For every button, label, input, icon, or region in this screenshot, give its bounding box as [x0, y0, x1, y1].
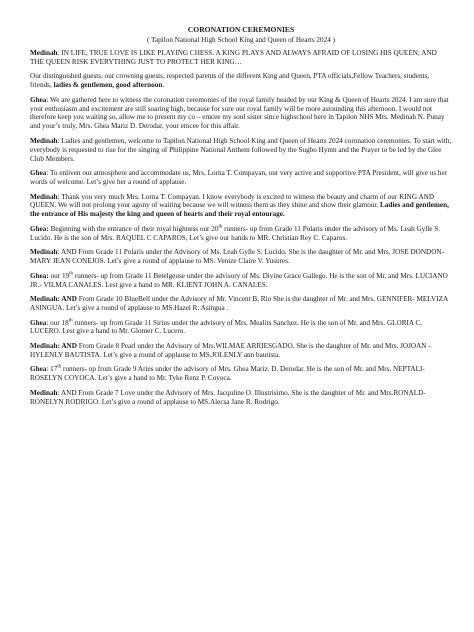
speaker-name: Medinah	[30, 192, 58, 201]
script-paragraph	[30, 389, 452, 407]
paragraph-text-continued: runners- up from Grade 11 Sirius under the advisory of Mrs. Mealits Sanchez. He is the son of Mr. and Mrs. GLORIA C. LUCERO. Lest give a hand to Mr. Glomer C. Lucero.	[30, 318, 423, 336]
paragraph-text: Our distinguished guests, our crowning guests, respected parents of the different King and Queen, PTA officials,Fellow Teachers, students, friends,	[30, 72, 430, 90]
speaker-name: Medinah	[30, 136, 58, 145]
paragraph-text: : AND From Grade 11 Polaris under the Advisory of Ms. Leah Gylle S. Lucido. She is the daughter of Mr. and Mrs. JOSE DONDON- MARY JEAN CONEJOS. Let’s give a round of applause to MS. Venize Claire V. Yusures.	[30, 248, 444, 266]
paragraph-bold-text: Ladies and gentlemen, the entrance of His majesty the king and queen of hearts and their royal entourage.	[30, 201, 449, 219]
paragraph-text: : Thank you very much Mrs. Lorna T. Compayan. I know everybody is excited to witness the beauty and charm of our KING AND QUEEN. We will not prolong your agony of waiting because we will witness them as they shine and show their glamour.	[30, 192, 435, 210]
script-paragraph	[30, 193, 452, 220]
paragraph-text: Beginning with the entrance of their royal highness our 20	[48, 224, 219, 233]
speaker-name: Medinah: AND	[30, 295, 77, 304]
paragraph-tail: .	[162, 81, 165, 90]
paragraph-text: : We are gathered here to witness the coronation ceremonies of the royal family headed by our King & Queen of Hearts 2024. I am sure that your enthusiasm and excitement are still soaring high, because for sure our royal family will be more astounding this afternoon. I would not therefore keep you waiting so, allow me to present my co – emcee my soul sister since highschool here in Tapilon NHS Mrs. Medinah N. Punay and your’s truly, Mrs. Ghea Mariz D. Derodar, your emcee for this affair.	[30, 95, 449, 131]
speaker-name: Ghea:	[30, 224, 49, 233]
paragraph-text: : Ladies and gentlemen, welcome to Tapilon National High School King and Queen of Hearts 2024 coronation ceremonies. To start with, everybody is requested to rise for the singing of Philippine National Anthem followed by the Sugbo Hymn and the Prayer to be led by the Glee Club Members.	[30, 136, 452, 163]
paragraph-text-continued: runners- up from Grade 11 Betelgeuse under the advisory of Ms. Divine Grace Gallego. He is the son of Mr. and Mrs. LUCIANO JR.- VILMA CANALES. Lest give a hand to MR. KLIENT JOHN A. CANALES.	[30, 271, 448, 289]
script-paragraph	[30, 137, 452, 164]
paragraph-text: : our 18	[46, 318, 69, 327]
paragraph-bold-text: ladies & gentlemen, good afternoon	[53, 81, 163, 90]
document-subtitle: ( Tapilon National High School King and Queen of Hearts 2024 )	[147, 35, 335, 44]
script-paragraph	[30, 49, 452, 67]
paragraph-text: From Grade 10 BlueBell under the Advisory of Mr. Vincent B. Rio She is the daughter of Mr. and Mrs. GENNIFER- MELVIZA ASINGUA. Let’s give a round of applause to MS.Hazel R. Asingua .	[30, 295, 448, 312]
script-paragraph	[30, 225, 452, 243]
paragraph-text-continued: runners- up from Grade 9 Aries under the advisory of Mrs. Ghea Mariz. D. Derodar. He is the son of Mr. and Mrs. NEPTALI- ROSELYN COYOCA. Let’s give a hand to Mr. Tyke Renz P. Coyoca.	[30, 365, 425, 383]
paragraph-text: : 17	[46, 365, 58, 374]
ordinal-suffix: th	[218, 224, 223, 230]
speaker-name: Medinah	[30, 388, 58, 397]
document-title: CORONATION CEREMONIES	[187, 25, 295, 34]
ordinal-suffix: th	[68, 318, 73, 324]
script-paragraph	[30, 365, 452, 383]
script-paragraph	[30, 169, 452, 187]
ordinal-suffix: th	[57, 364, 62, 370]
speaker-name: Ghea	[30, 365, 47, 374]
speaker-name: Ghea	[30, 318, 47, 327]
speaker-name: Ghea:	[30, 271, 49, 280]
paragraph-text: : IN LIFE, TRUE LOVE IS LIKE PLAYING CHESS. A KING PLAYS AND ALWAYS AFRAID OF LOSING HIS QUEEN; AND THE QUEEN RISK EVERYTHING JUST TO PROTECT HER KING…	[30, 48, 437, 66]
ordinal-suffix: th	[69, 271, 74, 277]
script-paragraph	[30, 248, 452, 266]
script-paragraph	[30, 319, 452, 337]
paragraph-text: : To enliven our atmosphere and accommodate us, Mrs. Lorna T. Compayan, our very active and supportive PTA President, will give us her words of welcome. Let’s give her a round of applause.	[30, 169, 448, 187]
speaker-name: Ghea	[30, 95, 47, 104]
speaker-name: Medinah: AND	[30, 341, 77, 350]
speaker-name: Medinah	[30, 48, 58, 57]
script-paragraph	[30, 96, 452, 132]
speaker-name: Medinah	[30, 248, 58, 257]
script-paragraph	[30, 295, 452, 313]
script-paragraph	[30, 272, 452, 290]
speaker-name: Ghea	[30, 169, 47, 178]
paragraph-text: : AND From Grade 7 Love under the Advisory of Mrs. Jacquline O. Illustrisimo. She is the daughter of Mr. and Mrs.RONALD- RONELYN RODRIGO. Let’s give a round of applause to MS.Alecsa Jane R. Rodrigo.	[30, 388, 426, 406]
paragraph-text: our 19	[48, 271, 70, 280]
script-paragraph	[30, 72, 452, 90]
paragraph-text: From Grade 8 Pearl under the Advisory of Mrs.WILMAE ARRIESGADO. She is the daughter of Mr. and Mrs. JOJOAN -HYLENLY BAUTISTA. Let’s give a round of applause to MS.JOLENLY ann bautista.	[30, 341, 431, 359]
paragraph-text-continued: runners- up from Grade 11 Polaris under the advisory of Ms. Leah Gylle S. Lucido. He is the son of Mrs. RAQUEL C CAPAROS, Let’s give our hands to MR. Christian Rey C. Caparos.	[30, 224, 441, 242]
script-paragraph	[30, 342, 452, 360]
